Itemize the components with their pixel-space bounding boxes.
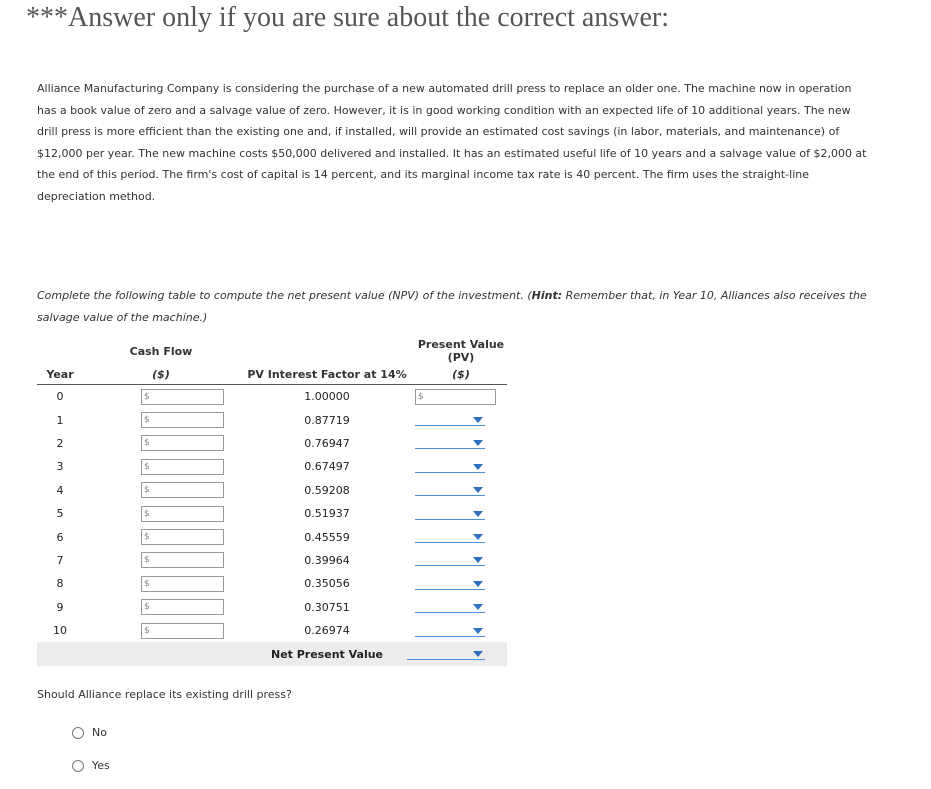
dropdown-arrow-icon — [473, 487, 483, 493]
cash-flow-input[interactable] — [141, 459, 224, 475]
year-cell: 2 — [56, 436, 64, 450]
currency-symbol: $ — [418, 391, 424, 402]
year-cell: 5 — [56, 507, 64, 521]
currency-symbol: $ — [144, 391, 150, 402]
dropdown-arrow-icon — [473, 464, 483, 470]
table-row — [37, 596, 507, 619]
cash-flow-input[interactable] — [141, 576, 224, 592]
currency-symbol: $ — [144, 461, 150, 472]
dropdown-arrow-icon — [473, 534, 483, 540]
banner-heading: ***Answer only if you are sure about the correct answer: — [26, 2, 670, 33]
dropdown-arrow-icon — [473, 581, 483, 587]
pv-factor-cell: 1.00000 — [304, 390, 350, 404]
cash-flow-input[interactable] — [141, 599, 224, 615]
currency-symbol: $ — [144, 625, 150, 636]
year-cell: 4 — [56, 483, 64, 497]
cash-flow-input[interactable] — [141, 435, 224, 451]
present-value-dropdown[interactable] — [415, 481, 485, 496]
present-value-dropdown[interactable] — [415, 434, 485, 449]
present-value-dropdown[interactable] — [415, 622, 485, 637]
instruction-before: Complete the following table to compute the net present value (NPV) of the investment. ( — [37, 289, 532, 302]
option-yes[interactable] — [72, 759, 110, 772]
radio-no[interactable] — [72, 727, 84, 739]
table-row — [37, 479, 507, 502]
instruction-after: Remember that, in Year 10, Alliances also receives the salvage value of the machine.) — [37, 289, 867, 324]
problem-statement: Alliance Manufacturing Company is considering the purchase of a new automated drill press to replace an older one. The machine now in operation has a book value of zero and a salvage value of zero. However, it is in good working condition with an expected life of 10 additional years. The new drill press is more efficient than the existing one and, if installed, will provide an estimated cost savings (in labor, materials, and maintenance) of $12,000 per year. The new machine costs $50,000 delivered and installed. It has an estimated useful life of 10 years and a salvage value of $2,000 at the end of this period. The firm's cost of capital is 14 percent, and its marginal income tax rate is 40 percent. The firm uses the straight-line depreciation method. — [37, 82, 867, 203]
npv-dropdown[interactable] — [407, 645, 485, 660]
hint-label: Hint: — [531, 289, 563, 302]
table-row — [37, 502, 507, 525]
table-row — [37, 619, 507, 642]
header-pv-unit: ($) — [415, 364, 507, 385]
header-present-value: Present Value (PV) — [417, 338, 505, 364]
dropdown-arrow-icon — [473, 604, 483, 610]
pv-factor-cell: 0.76947 — [304, 436, 350, 450]
currency-symbol: $ — [144, 415, 150, 426]
currency-symbol: $ — [144, 485, 150, 496]
header-cash-flow: Cash Flow — [129, 344, 193, 358]
currency-symbol: $ — [144, 555, 150, 566]
pv-factor-cell: 0.59208 — [304, 483, 350, 497]
pv-factor-cell: 0.51937 — [304, 507, 350, 521]
year-cell: 1 — [56, 413, 64, 427]
present-value-input[interactable] — [415, 389, 496, 405]
header-pv-factor: PV Interest Factor at 14% — [239, 338, 415, 385]
option-no-label: No — [92, 726, 107, 739]
year-cell: 7 — [56, 553, 64, 567]
cash-flow-input[interactable] — [141, 552, 224, 568]
cash-flow-input[interactable] — [141, 389, 224, 405]
dropdown-arrow-icon — [473, 511, 483, 517]
dropdown-arrow-icon — [473, 651, 483, 657]
currency-symbol: $ — [144, 508, 150, 519]
present-value-dropdown[interactable] — [415, 528, 485, 543]
currency-symbol: $ — [144, 602, 150, 613]
year-cell: 10 — [53, 624, 67, 638]
pv-factor-cell: 0.87719 — [304, 413, 350, 427]
option-no[interactable] — [72, 726, 107, 739]
dropdown-arrow-icon — [473, 628, 483, 634]
currency-symbol: $ — [144, 438, 150, 449]
present-value-dropdown[interactable] — [415, 551, 485, 566]
present-value-dropdown[interactable] — [415, 598, 485, 613]
currency-symbol: $ — [144, 578, 150, 589]
instruction-text — [37, 285, 877, 328]
option-yes-label: Yes — [92, 759, 110, 772]
npv-row — [37, 642, 507, 666]
npv-table — [37, 338, 507, 666]
table-row — [37, 385, 507, 409]
table-row — [37, 572, 507, 595]
header-cash-flow-unit: ($) — [83, 364, 239, 385]
present-value-dropdown[interactable] — [415, 505, 485, 520]
table-row — [37, 432, 507, 455]
dropdown-arrow-icon — [473, 417, 483, 423]
table-row — [37, 549, 507, 572]
cash-flow-input[interactable] — [141, 529, 224, 545]
cash-flow-input[interactable] — [141, 506, 224, 522]
cash-flow-input[interactable] — [141, 623, 224, 639]
header-year: Year — [37, 338, 83, 385]
present-value-dropdown[interactable] — [415, 575, 485, 590]
present-value-dropdown[interactable] — [415, 411, 485, 426]
pv-factor-cell: 0.35056 — [304, 577, 350, 591]
table-row — [37, 455, 507, 478]
present-value-dropdown[interactable] — [415, 458, 485, 473]
radio-yes[interactable] — [72, 760, 84, 772]
npv-label: Net Present Value — [239, 642, 415, 666]
dropdown-arrow-icon — [473, 557, 483, 563]
table-row — [37, 408, 507, 431]
cash-flow-input[interactable] — [141, 482, 224, 498]
year-cell: 3 — [56, 460, 64, 474]
table-row — [37, 525, 507, 548]
currency-symbol: $ — [144, 532, 150, 543]
cash-flow-input[interactable] — [141, 412, 224, 428]
pv-factor-cell: 0.39964 — [304, 553, 350, 567]
year-cell: 9 — [56, 600, 64, 614]
year-cell: 0 — [56, 390, 64, 404]
question-text: Should Alliance replace its existing drill press? — [37, 688, 292, 701]
dropdown-arrow-icon — [473, 440, 483, 446]
pv-factor-cell: 0.26974 — [304, 624, 350, 638]
pv-factor-cell: 0.30751 — [304, 600, 350, 614]
year-cell: 6 — [56, 530, 64, 544]
year-cell: 8 — [56, 577, 64, 591]
pv-factor-cell: 0.67497 — [304, 460, 350, 474]
pv-factor-cell: 0.45559 — [304, 530, 350, 544]
